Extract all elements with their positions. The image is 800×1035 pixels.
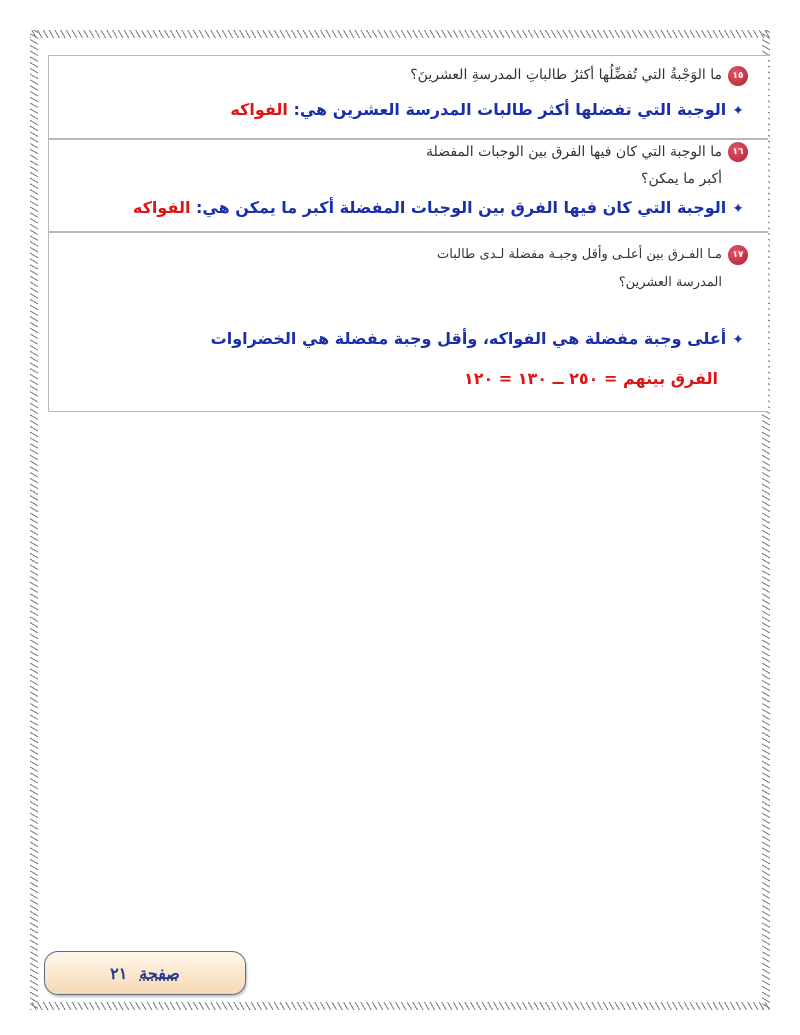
question-number-badge-icon: ١٧ xyxy=(728,245,748,265)
answer-value: الفواكه xyxy=(132,198,191,217)
page-label-text: صفحة xyxy=(139,963,180,983)
question-text: ما الوَجْبةُ التي تُفضِّلُها أكثرُ طالباتِ المدرسةِ العشرينَ؟ xyxy=(410,67,722,83)
page-number-label xyxy=(44,951,246,995)
question-block-16 xyxy=(48,139,768,232)
answer-text: أعلى وجبة مفضلة هي الفواكه، وأقل وجبة مفضلة هي الخضراوات xyxy=(210,329,727,348)
question-number-badge-icon: ١٥ xyxy=(728,66,748,86)
answer-line xyxy=(230,100,744,119)
frame-top-border xyxy=(30,30,770,38)
answer-line xyxy=(133,198,744,217)
question-text-line1: ما الوجبة التي كان فيها الفرق بين الوجبات المفضلة xyxy=(426,144,722,160)
answer-prefix: الوجبة التي تفضلها أكثر طالبات المدرسة العشرين هي: xyxy=(293,100,727,119)
frame-bottom-border xyxy=(30,1002,770,1010)
frame-left-border xyxy=(30,30,38,1010)
question-number-badge-icon: ١٦ xyxy=(728,142,748,162)
answer-line-1 xyxy=(211,329,744,348)
page-number: ٢١ xyxy=(110,963,128,983)
diamond-bullet-icon: ✦ xyxy=(732,201,744,217)
question-text-line1: مـا الفـرق بين أعلـى وأقل وجبـة مفضلة لـدى طالبات xyxy=(437,247,722,262)
question-block-17 xyxy=(48,232,768,412)
diamond-bullet-icon: ✦ xyxy=(732,332,744,348)
answer-prefix: الوجبة التي كان فيها الفرق بين الوجبات المفضلة أكبر ما يمكن هي: xyxy=(196,198,727,217)
diamond-bullet-icon: ✦ xyxy=(732,103,744,119)
question-block-15 xyxy=(48,55,768,139)
question-text-line2: أكبر ما يمكن؟ xyxy=(641,171,722,187)
question-text-line2: المدرسة العشرين؟ xyxy=(618,275,722,290)
answer-value: الفواكه xyxy=(230,100,288,119)
answer-line-2: الفرق بينهم = ٢٥٠ ــ ١٣٠ = ١٢٠ xyxy=(463,369,718,388)
